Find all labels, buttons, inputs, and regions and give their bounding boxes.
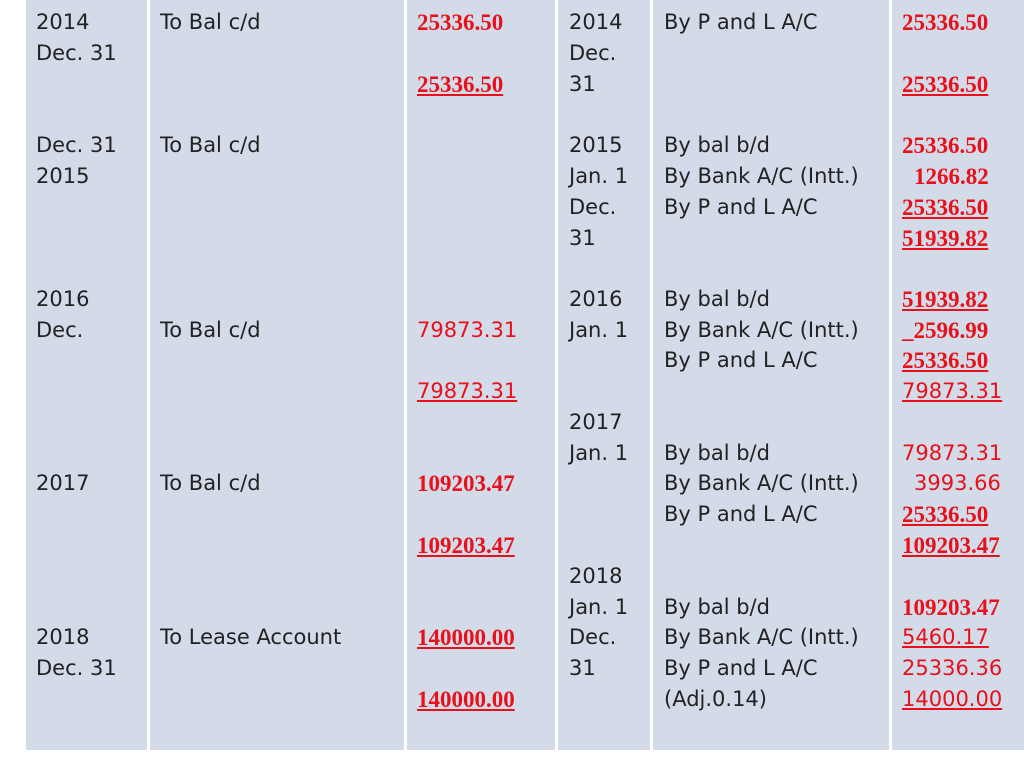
debit-amount: 109203.47 bbox=[417, 471, 515, 496]
credit-particular: By P and L A/C bbox=[664, 348, 818, 372]
debit-date: 2017 bbox=[36, 471, 90, 495]
debit-date: 2016 bbox=[36, 287, 90, 311]
credit-date: 2017 bbox=[569, 410, 623, 434]
credit-particular: By bal b/d bbox=[664, 287, 770, 311]
credit-particular: (Adj.0.14) bbox=[664, 687, 767, 711]
credit-amount: 51939.82 bbox=[902, 287, 989, 312]
credit-amount: 3993.66 bbox=[914, 471, 1001, 495]
credit-date: Dec. bbox=[569, 41, 617, 65]
credit-amount: 25336.50 bbox=[902, 195, 989, 220]
credit-date: 31 bbox=[569, 226, 596, 250]
debit-amount-total: 79873.31 bbox=[417, 379, 518, 403]
credit-amount: 5460.17 bbox=[902, 625, 989, 649]
debit-amount-total: 25336.50 bbox=[417, 72, 504, 97]
credit-date: 2018 bbox=[569, 564, 623, 588]
credit-date: 2015 bbox=[569, 133, 623, 157]
debit-date: Dec. 31 bbox=[36, 41, 117, 65]
credit-particular: By bal b/d bbox=[664, 595, 770, 619]
debit-particular: To Lease Account bbox=[160, 625, 342, 649]
credit-particular: By Bank A/C (Intt.) bbox=[664, 625, 859, 649]
credit-particular: By P and L A/C bbox=[664, 502, 818, 526]
credit-particular: By P and L A/C bbox=[664, 656, 818, 680]
debit-particular: To Bal c/d bbox=[160, 318, 261, 342]
debit-amount-total: 109203.47 bbox=[417, 533, 515, 558]
credit-amount-total: 109203.47 bbox=[902, 533, 1000, 558]
debit-particular: To Bal c/d bbox=[160, 10, 261, 34]
credit-particular: By Bank A/C (Intt.) bbox=[664, 471, 859, 495]
debit-date: Dec. 31 bbox=[36, 656, 117, 680]
credit-amount: 25336.36 bbox=[902, 656, 1003, 680]
debit-amount: 25336.50 bbox=[417, 10, 504, 35]
credit-particular: By Bank A/C (Intt.) bbox=[664, 318, 859, 342]
debit-amount-total: 140000.00 bbox=[417, 687, 515, 712]
credit-amount: 25336.50 bbox=[902, 133, 989, 158]
credit-date: 31 bbox=[569, 656, 596, 680]
debit-amount: 140000.00 bbox=[417, 625, 515, 650]
debit-date: 2015 bbox=[36, 164, 90, 188]
credit-date: Jan. 1 bbox=[569, 595, 629, 619]
credit-amount: 79873.31 bbox=[902, 441, 1003, 465]
credit-particular: By P and L A/C bbox=[664, 195, 818, 219]
debit-date: 2014 bbox=[36, 10, 90, 34]
credit-date: Jan. 1 bbox=[569, 318, 629, 342]
credit-date: Jan. 1 bbox=[569, 441, 629, 465]
debit-particular: To Bal c/d bbox=[160, 471, 261, 495]
debit-date: Dec. 31 bbox=[36, 133, 117, 157]
credit-amount-total: 79873.31 bbox=[902, 379, 1003, 403]
credit-date: Jan. 1 bbox=[569, 164, 629, 188]
credit-date: Dec. bbox=[569, 195, 617, 219]
credit-particular: By P and L A/C bbox=[664, 10, 818, 34]
credit-date: 2014 bbox=[569, 10, 623, 34]
debit-date: 2018 bbox=[36, 625, 90, 649]
ledger-table bbox=[26, 0, 1024, 750]
credit-amount: 25336.50 bbox=[902, 10, 989, 35]
credit-amount: 25336.50 bbox=[902, 348, 989, 373]
credit-particular: By bal b/d bbox=[664, 441, 770, 465]
debit-date: Dec. bbox=[36, 318, 84, 342]
credit-amount-total: 25336.50 bbox=[902, 72, 989, 97]
credit-amount: _2596.99 bbox=[902, 318, 989, 343]
credit-particular: By bal b/d bbox=[664, 133, 770, 157]
credit-amount: 25336.50 bbox=[902, 502, 989, 527]
credit-amount: 1266.82 bbox=[914, 164, 989, 189]
debit-particular: To Bal c/d bbox=[160, 133, 261, 157]
credit-date: 2016 bbox=[569, 287, 623, 311]
credit-amount: 109203.47 bbox=[902, 595, 1000, 620]
credit-amount: 14000.00 bbox=[902, 687, 1003, 711]
credit-date: 31 bbox=[569, 72, 596, 96]
credit-amount-total: 51939.82 bbox=[902, 226, 989, 251]
credit-particular: By Bank A/C (Intt.) bbox=[664, 164, 859, 188]
debit-amount: 79873.31 bbox=[417, 318, 518, 342]
credit-date: Dec. bbox=[569, 625, 617, 649]
